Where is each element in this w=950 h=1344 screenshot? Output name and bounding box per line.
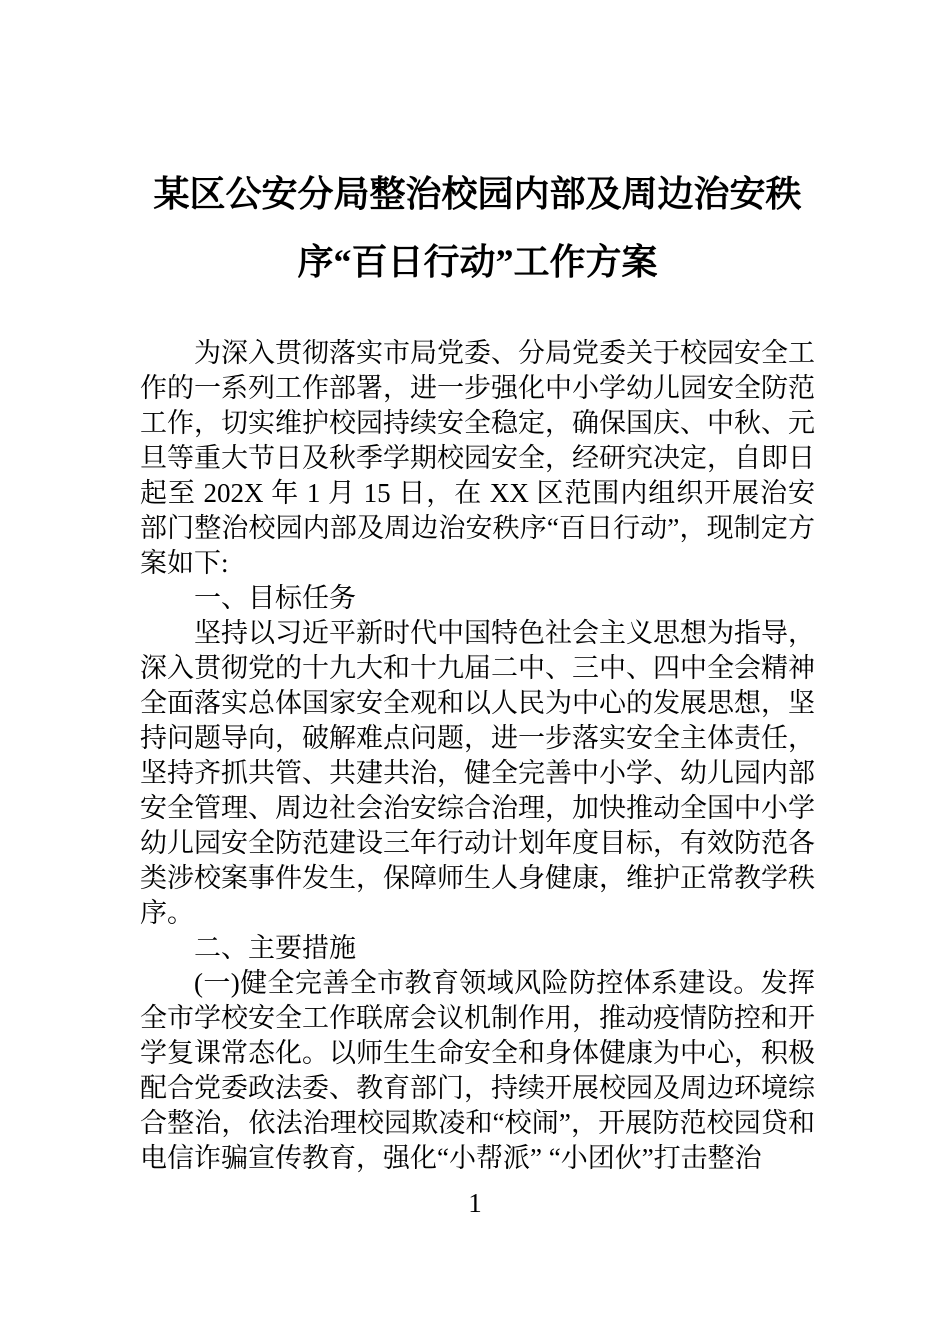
measures-paragraph: (一)健全完善全市教育领域风险防控体系建设。发挥全市学校安全工作联席会议机制作用，推动疫情防控和开学复课常态化。以师生生命安全和身体健康为中心，积极配合党委政法委、教育部门，持续开展校园及周边环境综合整治，依法治理校园欺凌和“校闹”，开展防范校园贷和电信诈骗宣传教育，强化“小帮派” “小团伙”打击整治 [140, 968, 815, 1173]
page-number: 1 [468, 1188, 482, 1218]
goals-paragraph: 坚持以习近平新时代中国特色社会主义思想为指导，深入贯彻党的十九大和十九届二中、三中、四中全会精神全面落实总体国家安全观和以人民为中心的发展思想，坚持问题导向，破解难点问题，进一步落实安全主体责任，坚持齐抓共管、共建共治，健全完善中小学、幼儿园内部安全管理、周边社会治安综合治理，加快推动全国中小学幼儿园安全防范建设三年行动计划年度目标，有效防范各类涉校案事件发生，保障师生人身健康，维护正常教学秩序。 [140, 618, 815, 928]
document-content [140, 160, 815, 1176]
section-heading-goals: 一、目标任务 [194, 583, 356, 613]
document-title: 某区公安分局整治校园内部及周边治安秩序“百日行动”工作方案 [153, 174, 802, 282]
section-heading-measures: 二、主要措施 [194, 933, 356, 963]
intro-paragraph: 为深入贯彻落实市局党委、分局党委关于校园安全工作的一系列工作部署，进一步强化中小学幼儿园安全防范工作，切实维护校园持续安全稳定，确保国庆、中秋、元旦等重大节日及秋季学期校园安全，经研究决定，自即日起至 202X 年 1 月 15 日，在 XX 区范围内组织开展治安部门整治校园内部及周边治安秩序“百日行动”，现制定方案如下: [140, 338, 815, 578]
